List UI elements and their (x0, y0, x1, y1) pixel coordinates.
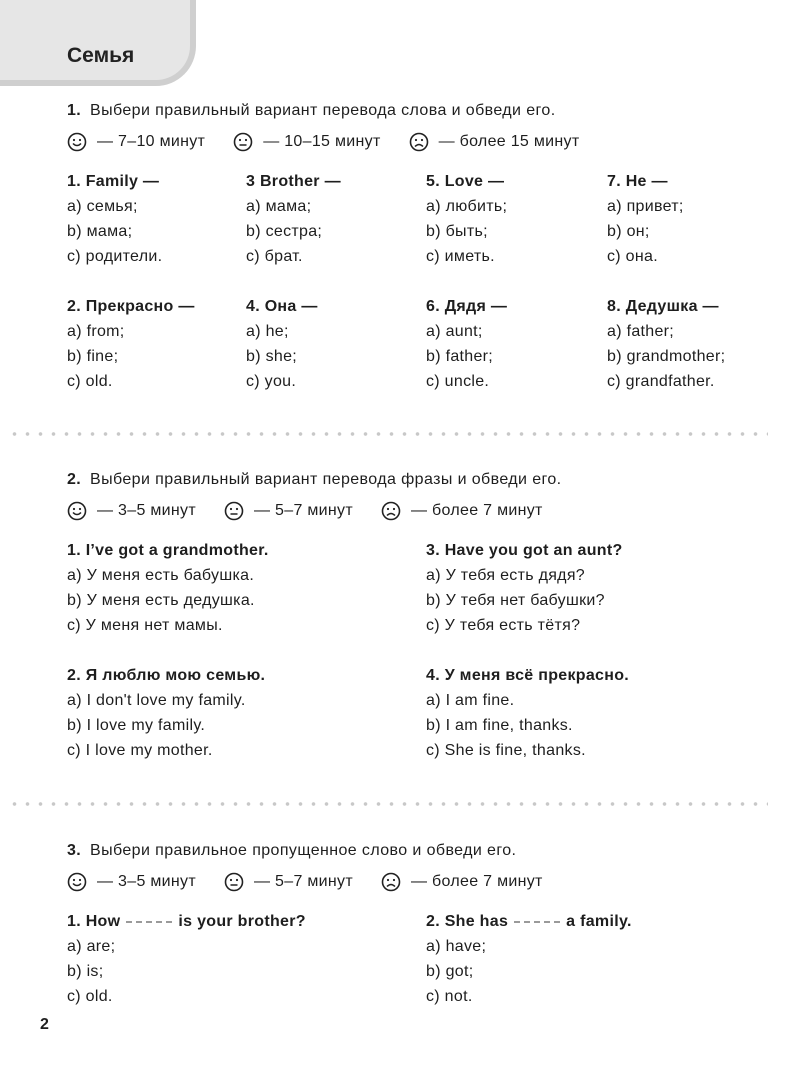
sad-face-icon (409, 132, 429, 152)
answer-option[interactable]: c) У тебя есть тётя? (426, 617, 581, 634)
question-title: 3. Have you got an aunt? (426, 542, 623, 559)
answer-option[interactable]: c) I love my mother. (67, 742, 213, 759)
smile-icon (67, 872, 87, 892)
timing-text: — 10–15 минут (263, 133, 381, 150)
answer-option[interactable]: c) родители. (67, 248, 163, 265)
question-title: 2. Я люблю мою семью. (67, 667, 266, 684)
neutral-face-icon (224, 872, 244, 892)
question-she-has-family (426, 909, 632, 1009)
question-title (426, 909, 632, 934)
answer-option[interactable]: c) она. (607, 248, 658, 265)
smile-icon (67, 132, 87, 152)
question-he (607, 169, 684, 269)
timing-text: — 5–7 минут (254, 502, 353, 519)
answer-option[interactable]: b) сестра; (246, 223, 323, 240)
answer-option[interactable]: a) У тебя есть дядя? (426, 567, 585, 584)
title-tab (0, 0, 196, 86)
timing-row (67, 498, 761, 524)
answer-option[interactable]: c) grandfather. (607, 373, 715, 390)
blank-line (514, 921, 560, 923)
question-dyadya (426, 294, 507, 394)
page-title: Семья (67, 44, 135, 67)
exercise-3-heading (67, 839, 761, 863)
answer-option[interactable]: b) father; (426, 348, 494, 365)
question-love-family (67, 663, 265, 763)
title-before: 1. How (67, 913, 121, 930)
answer-option[interactable]: b) У меня есть дедушка. (67, 592, 255, 609)
exercise-2-heading (67, 468, 761, 492)
answer-option[interactable]: c) She is fine, thanks. (426, 742, 586, 759)
exercise-3 (67, 839, 761, 1015)
timing-text: — более 7 минут (411, 873, 543, 890)
answer-option[interactable]: b) I love my family. (67, 717, 206, 734)
answer-option[interactable]: a) are; (67, 938, 116, 955)
title-before: 2. She has (426, 913, 509, 930)
answer-option[interactable]: c) you. (246, 373, 297, 390)
exercise-1 (67, 99, 761, 395)
exercise-2 (67, 468, 761, 764)
answer-option[interactable]: c) У меня нет мамы. (67, 617, 223, 634)
answer-option[interactable]: c) иметь. (426, 248, 495, 265)
question-dedushka (607, 294, 725, 394)
answer-option[interactable]: b) он; (607, 223, 650, 240)
timing-text: — 3–5 минут (97, 502, 196, 519)
answer-option[interactable]: a) he; (246, 323, 289, 340)
question-title: 4. У меня всё прекрасно. (426, 667, 630, 684)
answer-option[interactable]: b) she; (246, 348, 298, 365)
question-aunt (426, 538, 623, 638)
question-ona (246, 294, 318, 394)
sad-face-icon (381, 872, 401, 892)
exercise-instruction: Выбери правильное пропущенное слово и обведи его. (90, 842, 517, 859)
title-after: a family. (566, 913, 632, 930)
smile-icon (67, 501, 87, 521)
answer-option[interactable]: c) uncle. (426, 373, 490, 390)
question-title: 6. Дядя — (426, 298, 508, 315)
question-brother (246, 169, 341, 269)
answer-option[interactable]: b) мама; (67, 223, 133, 240)
timing-text: — 3–5 минут (97, 873, 196, 890)
question-prekrasno (67, 294, 195, 394)
answer-option[interactable]: b) is; (67, 963, 104, 980)
answer-option[interactable]: a) I don't love my family. (67, 692, 246, 709)
timing-text: — 5–7 минут (254, 873, 353, 890)
timing-row (67, 869, 761, 895)
exercise-instruction: Выбери правильный вариант перевода фразы и обведи его. (90, 471, 562, 488)
answer-option[interactable]: a) мама; (246, 198, 312, 215)
question-love (426, 169, 507, 269)
neutral-face-icon (224, 501, 244, 521)
timing-text: — более 15 минут (438, 133, 580, 150)
exercise-number: 2. (67, 471, 82, 488)
question-title: 1. I’ve got a grandmother. (67, 542, 269, 559)
exercise-number: 3. (67, 842, 82, 859)
question-family (67, 169, 162, 269)
answer-option[interactable]: a) from; (67, 323, 125, 340)
blank-line (126, 921, 172, 923)
section-divider (8, 432, 768, 436)
question-title: 4. Она — (246, 298, 318, 315)
answer-option[interactable]: a) have; (426, 938, 487, 955)
answer-option[interactable]: a) aunt; (426, 323, 483, 340)
question-how-is-brother (67, 909, 306, 1009)
answer-option[interactable]: a) семья; (67, 198, 138, 215)
answer-option[interactable]: a) любить; (426, 198, 508, 215)
timing-text: — более 7 минут (411, 502, 543, 519)
question-title (67, 909, 306, 934)
page-number: 2 (40, 1016, 49, 1033)
answer-option[interactable]: a) привет; (607, 198, 684, 215)
answer-option[interactable]: b) got; (426, 963, 474, 980)
section-divider (8, 802, 768, 806)
answer-option[interactable]: b) У тебя нет бабушки? (426, 592, 605, 609)
answer-option[interactable]: c) брат. (246, 248, 303, 265)
exercise-1-heading (67, 99, 761, 123)
answer-option[interactable]: b) fine; (67, 348, 119, 365)
sad-face-icon (381, 501, 401, 521)
answer-option[interactable]: a) I am fine. (426, 692, 515, 709)
question-all-fine (426, 663, 629, 763)
question-title: 5. Love — (426, 173, 505, 190)
answer-option[interactable]: b) I am fine, thanks. (426, 717, 573, 734)
answer-option[interactable]: b) быть; (426, 223, 488, 240)
question-title: 1. Family — (67, 173, 160, 190)
question-title: 2. Прекрасно — (67, 298, 195, 315)
question-title: 3 Brother — (246, 173, 341, 190)
answer-option[interactable]: b) grandmother; (607, 348, 726, 365)
exercise-number: 1. (67, 102, 82, 119)
exercise-instruction: Выбери правильный вариант перевода слова и обведи его. (90, 102, 556, 119)
answer-option[interactable]: c) not. (426, 988, 473, 1005)
answer-option[interactable]: a) У меня есть бабушка. (67, 567, 255, 584)
answer-option[interactable]: a) father; (607, 323, 675, 340)
timing-row (67, 129, 761, 155)
answer-option[interactable]: c) old. (67, 373, 113, 390)
title-after: is your brother? (178, 913, 306, 930)
timing-text: — 7–10 минут (97, 133, 206, 150)
question-title: 7. He — (607, 173, 668, 190)
answer-option[interactable]: c) old. (67, 988, 113, 1005)
question-grandmother (67, 538, 269, 638)
question-title: 8. Дедушка — (607, 298, 719, 315)
neutral-face-icon (233, 132, 253, 152)
